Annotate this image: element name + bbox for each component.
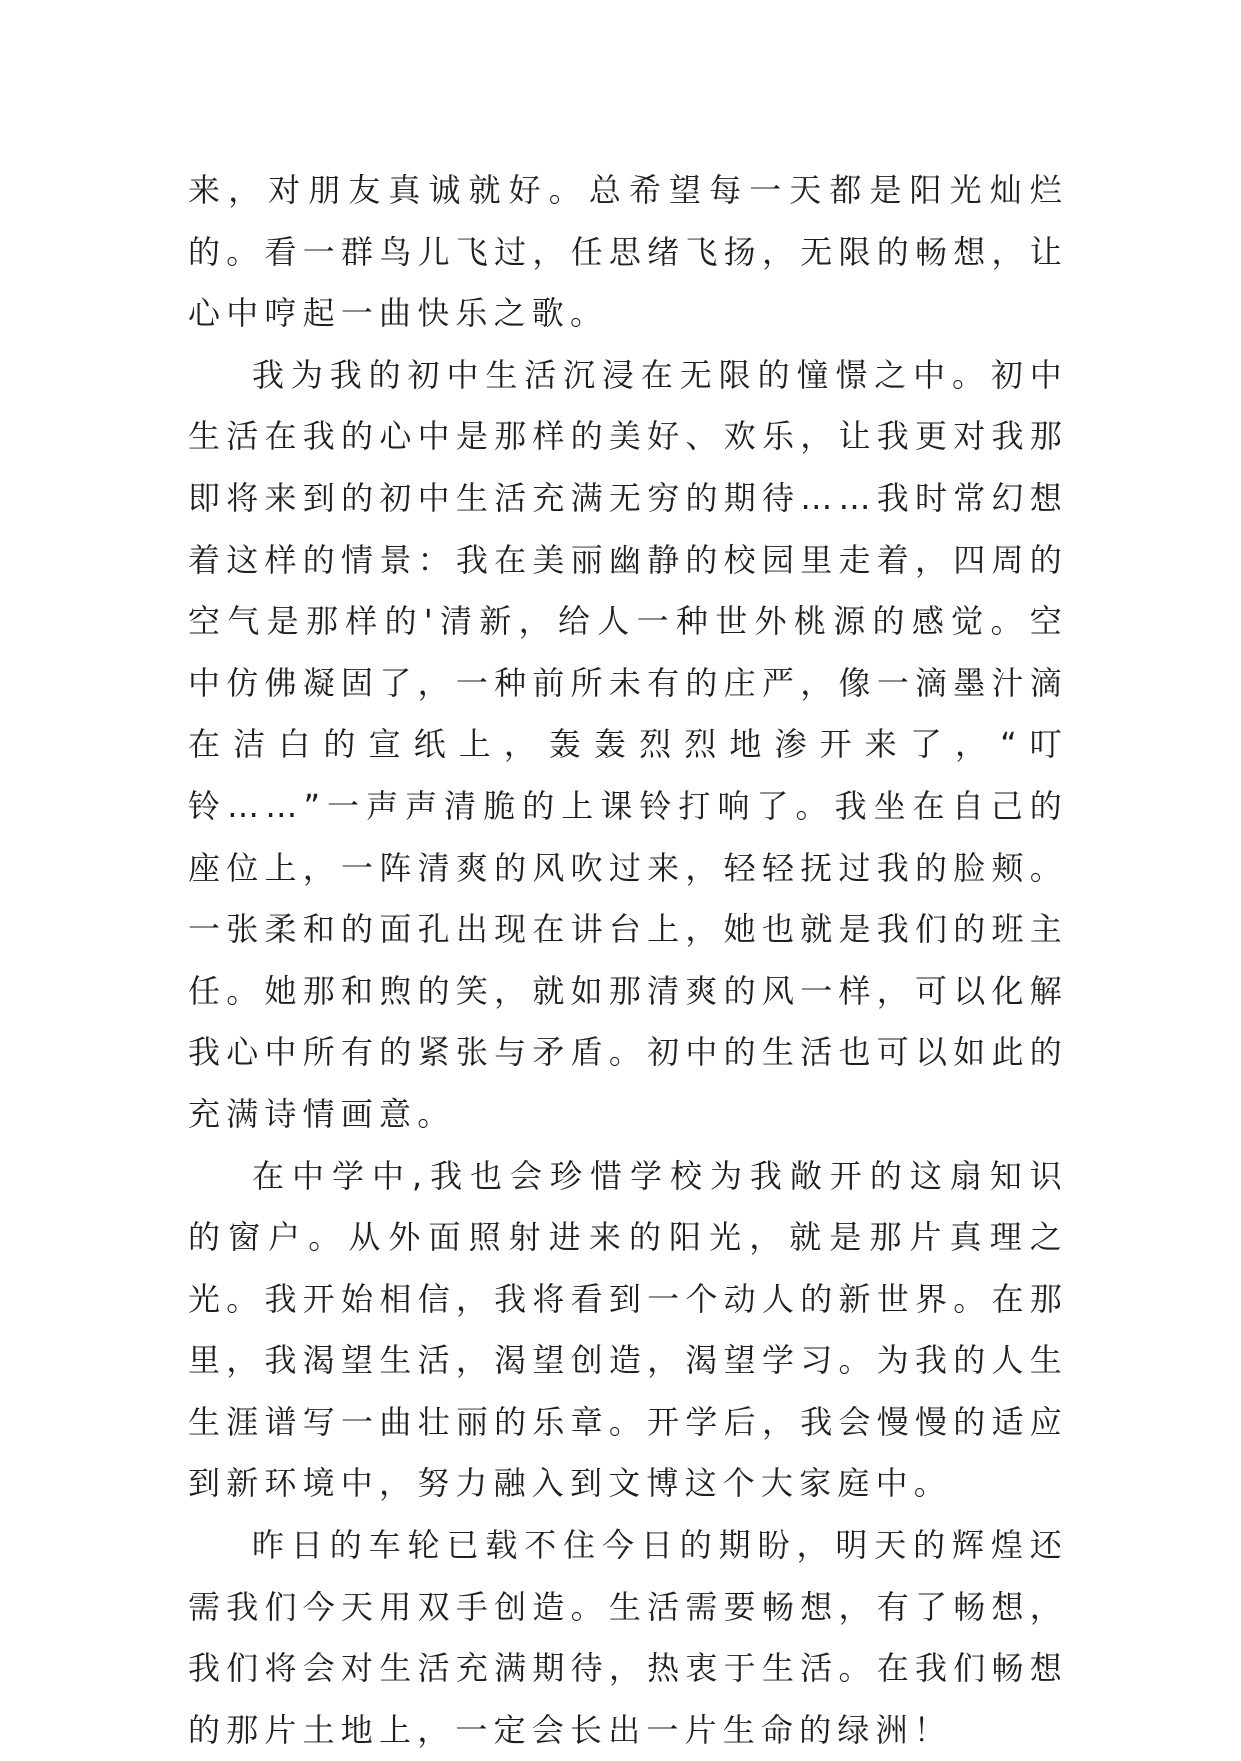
paragraph-2: 我为我的初中生活沉浸在无限的憧憬之中。初中生活在我的心中是那样的美好、欢乐，让我更对我那即将来到的初中生活充满无穷的期待……我时常幻想着这样的情景：我在美丽幽静的校园里走着，四周的空气是那样的'清新，给人一种世外桃源的感觉。空中仿佛凝固了，一种前所未有的庄严，像一滴墨汁滴在洁白的宣纸上，轰轰烈烈地渗开来了，“叮铃……”一声声清脆的上课铃打响了。我坐在自己的座位上，一阵清爽的风吹过来，轻轻抚过我的脸颊。一张柔和的面孔出现在讲台上，她也就是我们的班主任。她那和煦的笑，就如那清爽的风一样，可以化解我心中所有的紧张与矛盾。初中的生活也可以如此的充满诗情画意。 (188, 355, 1068, 1133)
paragraph-3: 在中学中,我也会珍惜学校为我敞开的这扇知识的窗户。从外面照射进来的阳光，就是那片真理之光。我开始相信，我将看到一个动人的新世界。在那里，我渴望生活，渴望创造，渴望学习。为我的人生生涯谱写一曲壮丽的乐章。开学后，我会慢慢的适应到新环境中，努力融入到文博这个大家庭中。 (188, 1156, 1068, 1503)
document-body (188, 160, 1068, 1761)
paragraph-1: 来，对朋友真诚就好。总希望每一天都是阳光灿烂的。看一群鸟儿飞过，任思绪飞扬，无限的畅想，让心中哼起一曲快乐之歌。 (188, 171, 1068, 333)
paragraph-4: 昨日的车轮已载不住今日的期盼，明天的辉煌还需我们今天用双手创造。生活需要畅想，有了畅想，我们将会对生活充满期待，热衷于生活。在我们畅想的那片土地上，一定会长出一片生命的绿洲！ (188, 1526, 1068, 1749)
